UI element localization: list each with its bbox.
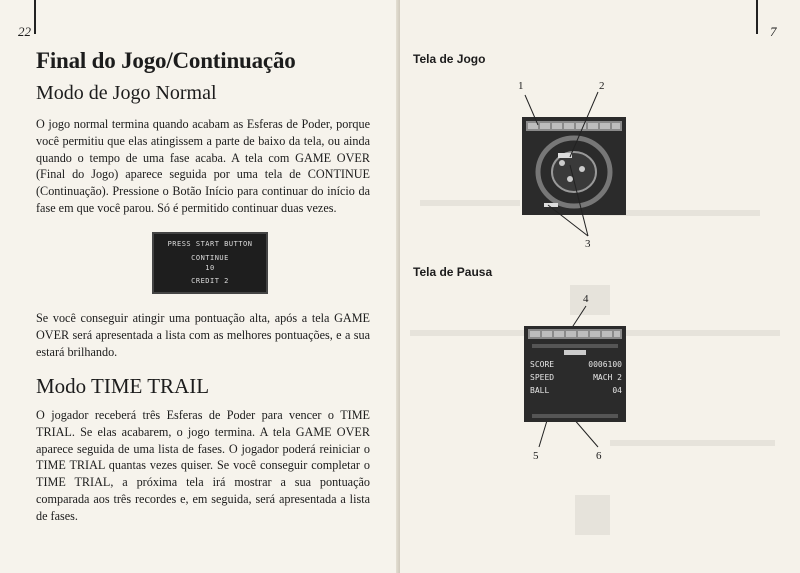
screen-countdown: 10 [205,264,215,272]
pause-speed-row [530,371,622,384]
page-title: Final do Jogo/Continuação [36,48,296,73]
section-heading-time-trail: Modo TIME TRAIL [36,374,210,398]
callout-6: 6 [596,450,602,462]
speed-value: MACH 2 [593,373,622,382]
continue-screen [152,232,268,294]
ball-label: BALL [530,386,550,395]
callout-4: 4 [583,293,589,305]
section-heading-normal: Modo de Jogo Normal [36,82,217,104]
screen-press-start: PRESS START BUTTON [167,240,253,248]
pause-screen-image [524,326,626,422]
pause-ball-row [530,384,622,397]
callout-3: 3 [585,238,591,250]
callout-2: 2 [599,80,605,92]
right-page-number: 7 [770,24,777,39]
screen-continue: CONTINUE [191,254,229,262]
pause-screen-label: Tela de Pausa [413,265,493,279]
right-page [400,0,800,573]
left-page-number: 22 [18,24,31,39]
pause-stats [530,358,622,397]
callout-5: 5 [533,450,539,462]
callout-1: 1 [518,80,524,92]
pause-score-row [530,358,622,371]
page-edge-mark [34,0,36,34]
ball-value: 04 [612,386,622,395]
screen-credit: CREDIT 2 [191,277,229,285]
score-label: SCORE [530,360,555,369]
game-screen-label: Tela de Jogo [413,52,486,66]
score-value: 0006100 [588,360,622,369]
speed-label: SPEED [530,373,555,382]
paragraph-time-trail: O jogador receberá três Esferas de Poder para vencer o TIME TRIAL. Se elas acabarem, o jogo termina. A tela GAME OVER aparece seguida de uma lista de fases. O jogador poderá reiniciar o TIME TRIAL quantas vezes quiser. Se você conseguir completar o TIME TRIAL, a próxima tela irá mostrar a sua pontuação comparada aos três recordes e, em seguida, será apresentada a lista de fases. [36,408,370,523]
paragraph-normal-mode: O jogo normal termina quando acabam as Esferas de Poder, porque você permitiu que elas atingissem a parte de baixo da tela, ou ainda quando o tempo de uma fase acaba. A tela com GAME OVER (Final do Jogo) aparece seguida por uma tela de CONTINUE (Continuação). Pressione o Botão Início para continuar do início da fase em que você parou. Só é permitido continuar duas vezes. [36,117,370,215]
left-page [0,0,398,573]
paragraph-high-score: Se você conseguir atingir uma pontuação alta, após a tela GAME OVER será apresentada a lista com as melhores pontuações, e a sua estará brilhando. [36,311,370,359]
